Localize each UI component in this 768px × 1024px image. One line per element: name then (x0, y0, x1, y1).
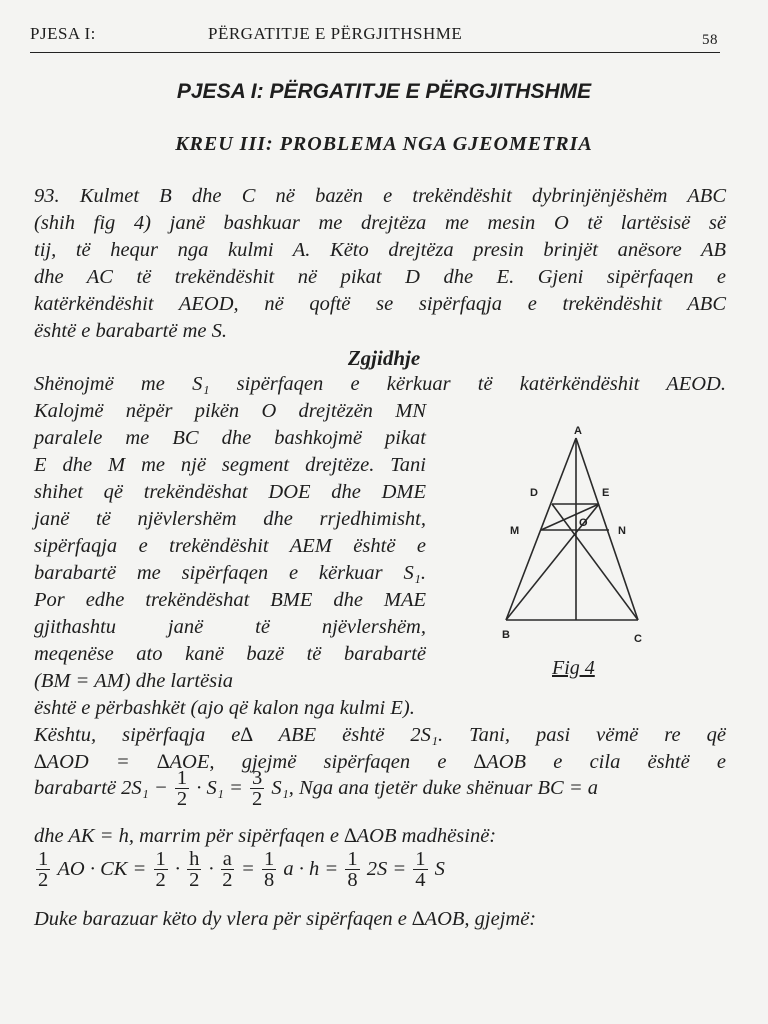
solution-line-5: shihet që trekëndëshat DOE dhe DME (34, 481, 426, 503)
fraction-one-half: $\frac{1}{2}$ (176, 767, 188, 810)
part-title: PJESA I: PËRGATITJE E PËRGJITHSHME (176, 80, 592, 103)
problem-line-5: katërkëndëshit AEOD, në qoftë se sipërfaqja e trekëndëshit ABC (34, 293, 726, 315)
label-a: A (574, 425, 582, 437)
label-m: M (510, 525, 520, 537)
line-cd (552, 504, 638, 620)
equation-line-2: $\frac{1}{2}$ AO · CK = $\frac{1}{2}$ · $\frac{h}{2}$ · $\frac{a}{2}$ = $\frac{1}{8}$ a · h = $\frac{1}{8}$ 2S = $\frac{1}{4}$ S (38, 848, 445, 891)
solution-line-16: dhe AK = h, marrim për sipërfaqen e ∆AOB madhësinë: (34, 825, 497, 847)
figure-triangle-diagram (490, 418, 660, 650)
solution-line-13: është e përbashkët (ajo që kalon nga kulmi E). (34, 697, 415, 719)
solution-line-4: E dhe M me një segment drejtëze. Tani (34, 454, 426, 476)
label-c: C (634, 633, 642, 645)
running-header (30, 22, 720, 53)
equation-line-1: barabartë 2S₁ − $\frac{1}{2}$ · S₁ = $\frac{3}{2}$ S₁, Nga ana tjetër duke shënuar BC = a (34, 767, 599, 810)
problem-line-6: është e barabartë me S. (34, 320, 227, 342)
problem-line-2: (shih fig 4) janë bashkuar me drejtëza me mesin O të lartësisë së (34, 212, 726, 234)
problem-text: Kulmet B dhe C në bazën e trekëndëshit dybrinjënjëshëm ABC (79, 185, 726, 207)
solution-line-1: Shënojmë me S₁ sipërfaqen e kërkuar të katërkëndëshit AEOD. (34, 373, 726, 395)
label-d: D (530, 487, 538, 499)
figure-caption: Fig 4 (552, 657, 595, 679)
solution-line-15: ∆AOD = ∆AOE, gjejmë sipërfaqen e ∆AOB e cila është e (34, 751, 726, 773)
solution-heading: Zgjidhje (347, 346, 421, 370)
solution-line-14: Kështu, sipërfaqja e∆ ABE është 2S₁. Tani, pasi vëmë re që (34, 724, 726, 746)
solution-line-final: Duke barazuar këto dy vlera për sipërfaqen e ∆AOB, gjejmë: (34, 908, 537, 930)
solution-line-12: (BM = AM) dhe lartësia (34, 670, 234, 692)
solution-line-3: paralele me BC dhe bashkojmë pikat (34, 427, 426, 449)
solution-line-10: gjithashtu janë të njëvlershëm, (34, 616, 426, 638)
label-n: N (618, 525, 626, 537)
solution-line-7: sipërfaqja e trekëndëshit AEM është e (34, 535, 426, 557)
side-ac (576, 438, 638, 620)
solution-line-6: janë të njëvlershëm dhe rrjedhimisht, (34, 508, 426, 530)
solution-line-11: meqenëse ato kanë bazë të barabartë (34, 643, 426, 665)
label-b: B (502, 629, 510, 641)
solution-line-2: Kalojmë nëpër pikën O drejtëzën MN (34, 400, 426, 422)
label-o: O (579, 517, 588, 529)
fraction-three-halves: $\frac{3}{2}$ (251, 767, 263, 810)
header-part-label: PJESA I: (30, 24, 96, 43)
label-e: E (602, 487, 610, 499)
solution-line-9: Por edhe trekëndëshat BME dhe MAE (34, 589, 426, 611)
problem-number: 93. (34, 185, 60, 207)
solution-line-8: barabartë me sipërfaqen e kërkuar S₁. (34, 562, 426, 584)
chapter-title: KREU III: PROBLEMA NGA GJEOMETRIA (175, 133, 593, 155)
page-number: 58 (702, 32, 718, 48)
problem-line-3: tij, të hequr nga kulmi A. Këto drejtëza presin brinjët anësore AB (34, 239, 726, 261)
header-section-title: PËRGATITJE E PËRGJITHSHME (208, 24, 463, 43)
problem-line-1 (34, 183, 726, 209)
problem-line-4: dhe AC të trekëndëshit në pikat D dhe E. Gjeni sipërfaqen e (34, 266, 726, 288)
